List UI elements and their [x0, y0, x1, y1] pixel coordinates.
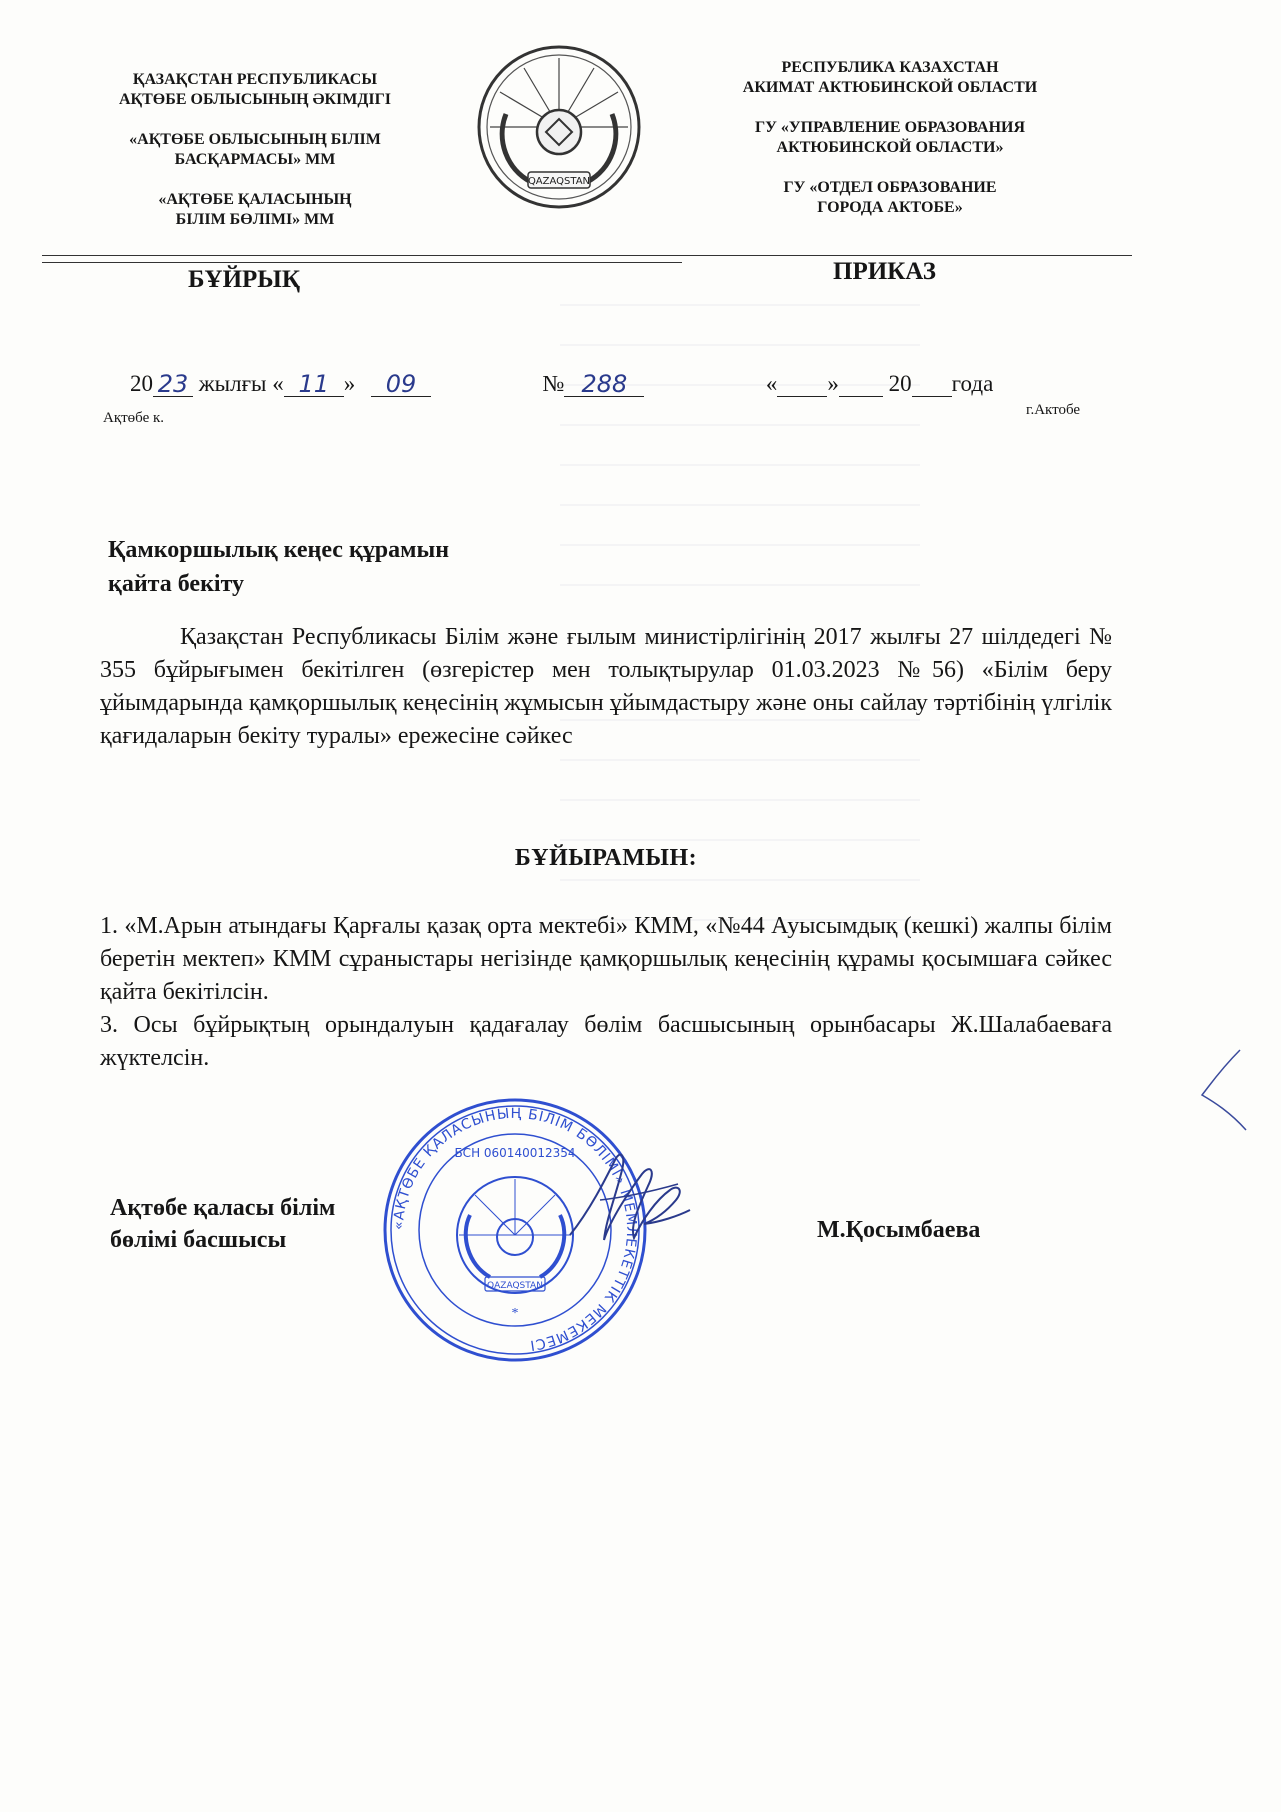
header-left-line3: «АҚТӨБЕ ОБЛЫСЫНЫҢ БІЛІМ [129, 131, 381, 148]
place-ru: г.Актобе [1026, 402, 1081, 418]
ru-year: 20 [888, 371, 912, 396]
margin-mark [1190, 1040, 1250, 1140]
ru-close-quote: » [827, 371, 839, 396]
header-left-line6: БІЛІМ БӨЛІМІ» ММ [175, 211, 335, 228]
order-item-1-num: 1. [100, 913, 118, 939]
order-item-2-text: Осы бұйрықтың орындалуын қадағалау бөлім басшысының орынбасары Ж.Шалабаеваға жүктелсін. [100, 1012, 1112, 1071]
svg-text:*: * [511, 1306, 519, 1321]
day-close-quote: » [343, 371, 356, 396]
year-prefix: 20 [130, 371, 153, 396]
signature-title-line1: Ақтөбе қаласы білім [110, 1195, 336, 1221]
header-divider-thin [42, 262, 682, 263]
state-emblem [476, 44, 642, 210]
stamp-bin: БСН 060140012354 [454, 1146, 576, 1160]
subject [108, 533, 449, 601]
date-line [130, 370, 1090, 397]
header-right-line4: АКТЮБИНСКОЙ ОБЛАСТИ» [776, 139, 1004, 156]
emblem-text: QAZAQSTAN [527, 176, 591, 187]
doc-title-ru: ПРИКАЗ [833, 258, 936, 285]
subject-line1: Қамкоршылық кеңес құрамын [108, 537, 450, 563]
signature-title [110, 1192, 335, 1256]
day-handwritten: 11 [298, 370, 329, 398]
month-handwritten: 09 [385, 370, 417, 398]
order-item-1 [100, 910, 1112, 1009]
number-sign: № [542, 371, 565, 396]
order-items [100, 910, 1112, 1075]
stamp-center-text: QAZAQSTAN [487, 1281, 543, 1291]
ru-year-suffix: года [951, 371, 994, 396]
signature-title-line2: бөлімі басшысы [110, 1227, 287, 1253]
stamp-ring-text: «АҚТӨБЕ ҚАЛАСЫНЫҢ БІЛІМ БӨЛІМІ» МЕМЛЕКЕТТІК МЕКЕМЕСІ [390, 1105, 640, 1354]
header-left-line5: «АҚТӨБЕ ҚАЛАСЫНЫҢ [158, 191, 352, 208]
handwritten-signature [560, 1140, 700, 1270]
ru-open-quote: « [765, 371, 778, 396]
signature-scribble-icon [560, 1140, 700, 1270]
header-right-line2: АКИМАТ АКТЮБИНСКОЙ ОБЛАСТИ [742, 79, 1038, 96]
subject-line2: қайта бекіту [108, 571, 245, 597]
header-left-line2: АҚТӨБЕ ОБЛЫСЫНЫҢ ӘКІМДІГІ [118, 91, 392, 108]
year-suffix: жылғы « [193, 371, 284, 396]
order-item-2-num: 3. [100, 1012, 118, 1038]
emblem-icon [476, 44, 642, 210]
header-left-line4: БАСҚАРМАСЫ» ММ [174, 151, 336, 168]
header-right-line3: ГУ «УПРАВЛЕНИЕ ОБРАЗОВАНИЯ [754, 119, 1026, 136]
preamble: Қазақстан Республикасы Білім және ғылым министірлігінің 2017 жылғы 27 шілдедегі № 355 бұйрығымен бекітілген (өзгерістер мен толықтырулар 01.03.2023 №56) «Білім беру ұйымдарында қамқоршылық кеңесінің жұмысын ұйымдастыру және оны сайлау тәртібінің үлгілік қағидаларын бекіту туралы» ережесіне сәйкес [100, 624, 1112, 749]
margin-check-icon [1190, 1040, 1250, 1140]
order-item-1-text: «М.Арын атындағы Қарғалы қазақ орта мектебі» КММ, «№44 Ауысымдық (кешкі) жалпы білім беретін мектеп» КММ сұраныстары негізінде қамқоршылық кеңесінің құрамы қосымшаға сәйкес қайта бекітілсін. [100, 913, 1112, 1005]
order-word: БҰЙЫРАМЫН: [514, 845, 698, 871]
year-handwritten: 23 [157, 370, 189, 398]
header-right-line5: ГУ «ОТДЕЛ ОБРАЗОВАНИЕ [783, 179, 997, 196]
number-handwritten: 288 [581, 370, 628, 398]
place-kz: Ақтөбе к. [103, 410, 165, 426]
header-divider [42, 255, 1132, 256]
header-right-line6: ГОРОДА АКТОБЕ» [817, 199, 963, 216]
header-right [690, 58, 1090, 218]
header-right-line1: РЕСПУБЛИКА КАЗАХСТАН [781, 59, 999, 76]
header-left [95, 70, 415, 230]
order-item-2 [100, 1009, 1112, 1075]
signature-name: М.Қосымбаева [817, 1217, 981, 1243]
header-left-line1: ҚАЗАҚСТАН РЕСПУБЛИКАСЫ [132, 71, 378, 88]
doc-title-kz: БҰЙРЫҚ [188, 266, 300, 293]
